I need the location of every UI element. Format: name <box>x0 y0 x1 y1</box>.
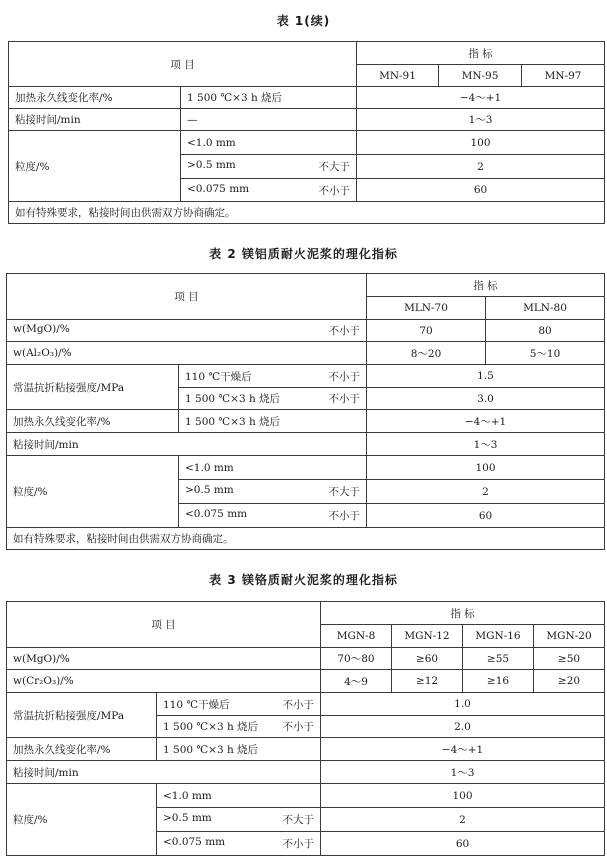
table1-grain-value-2: 2 <box>357 155 605 179</box>
table3-strength-cond-1-text: 110 ℃干燥后 <box>163 698 230 711</box>
table2-strength-cond-2-text: 1 500 ℃×3 h 烧后 <box>185 393 281 405</box>
table2-grain-size-2 <box>179 480 367 504</box>
table1-heat-value: −4～+1 <box>357 87 605 109</box>
table1-title: 表 1(续) <box>276 14 331 28</box>
table1-grain-size-3-text: <0.075 mm <box>187 182 250 195</box>
table3-item-header: 项 目 <box>7 602 321 648</box>
table3-indicator-header: 指 标 <box>321 602 605 625</box>
table1-col-mn95: MN-95 <box>439 65 522 87</box>
table2-grain-value-1: 100 <box>367 456 605 480</box>
table1-bond-label: 粘接时间/min <box>9 109 181 131</box>
table2-col-mln70: MLN-70 <box>367 297 486 320</box>
table3-bond-value: 1～3 <box>321 761 605 784</box>
table2-strength-limit-1: 不小于 <box>328 370 360 383</box>
table2-heat-condition: 1 500 ℃×3 h 烧后 <box>179 410 367 433</box>
table2-grain-value-3: 60 <box>367 504 605 528</box>
table3-grain-size-3 <box>157 832 321 856</box>
table2-al2o3-value-70: 8～20 <box>367 342 486 365</box>
table3-cr2o3-value-20: ≥20 <box>534 670 605 693</box>
table2-strength-value-2: 3.0 <box>367 388 605 410</box>
table2 <box>6 273 605 550</box>
table3-bond-label: 粘接时间/min <box>7 761 321 784</box>
table2-grain-size-2-text: >0.5 mm <box>185 484 234 496</box>
table1-grain-label: 粒度/% <box>9 131 181 202</box>
table3-strength-value-1: 1.0 <box>321 693 605 716</box>
table2-strength-cond-1-text: 110 ℃干燥后 <box>185 370 252 383</box>
table2-mgo-limit: 不小于 <box>328 325 360 337</box>
table3-grain-size-1: <1.0 mm <box>157 784 321 808</box>
table3-col-mgn16: MGN-16 <box>463 625 534 648</box>
table2-strength-cond-1 <box>179 365 367 388</box>
table2-bond-value: 1～3 <box>367 433 605 456</box>
table1-col-mn91: MN-91 <box>357 65 439 87</box>
table3-heat-value: −4～+1 <box>321 738 605 761</box>
table3-grain-limit-2: 不大于 <box>282 814 314 826</box>
table2-grain-size-3-text: <0.075 mm <box>185 508 248 520</box>
table3-strength-cond-1 <box>157 693 321 716</box>
table3-col-mgn12: MGN-12 <box>392 625 463 648</box>
table3-cr2o3-value-16: ≥16 <box>463 670 534 693</box>
table1-grain-size-1: <1.0 mm <box>181 131 357 155</box>
table2-grain-size-3 <box>179 504 367 528</box>
table2-mgo-value-80: 80 <box>486 320 605 342</box>
table1 <box>8 41 605 224</box>
table3-col-mgn20: MGN-20 <box>534 625 605 648</box>
table1-grain-size-2 <box>181 155 357 179</box>
table3-grain-size-2 <box>157 808 321 832</box>
table1-heat-label: 加热永久线变化率/% <box>9 87 181 109</box>
table3-heat-condition: 1 500 ℃×3 h 烧后 <box>157 738 321 761</box>
table2-grain-label: 粒度/% <box>7 456 179 528</box>
table2-strength-value-1: 1.5 <box>367 365 605 388</box>
table1-item-header: 项 目 <box>9 42 357 87</box>
table1-bond-condition: — <box>181 109 357 131</box>
table3-strength-limit-1: 不小于 <box>282 698 314 711</box>
table3-grain-value-1: 100 <box>321 784 605 808</box>
table3 <box>6 601 605 856</box>
table2-heat-value: −4～+1 <box>367 410 605 433</box>
table3-grain-label: 粒度/% <box>7 784 157 856</box>
table1-col-mn97: MN-97 <box>522 65 605 87</box>
table3-strength-limit-2: 不小于 <box>282 721 314 733</box>
table1-indicator-header: 指 标 <box>357 42 605 65</box>
table2-indicator-header: 指 标 <box>367 274 605 297</box>
table3-cr2o3-label: w(Cr₂O₃)/% <box>7 670 321 693</box>
table3-grain-value-2: 2 <box>321 808 605 832</box>
table3-cr2o3-value-8: 4～9 <box>321 670 392 693</box>
table3-grain-value-3: 60 <box>321 832 605 856</box>
table1-grain-limit-3: 不小于 <box>318 184 350 197</box>
table3-grain-size-2-text: >0.5 mm <box>163 812 212 824</box>
table2-mgo-value-70: 70 <box>367 320 486 342</box>
table3-mgo-label: w(MgO)/% <box>7 648 321 670</box>
table2-col-mln80: MLN-80 <box>486 297 605 320</box>
table2-item-header: 项 目 <box>7 274 367 320</box>
table2-bond-label: 粘接时间/min <box>7 433 367 456</box>
table1-grain-size-3 <box>181 179 357 202</box>
table1-grain-value-1: 100 <box>357 131 605 155</box>
table3-title: 表 3 镁铬质耐火泥浆的理化指标 <box>209 573 398 587</box>
table2-al2o3-value-80: 5～10 <box>486 342 605 365</box>
table3-strength-cond-2-text: 1 500 ℃×3 h 烧后 <box>163 721 259 733</box>
table1-heat-condition: 1 500 ℃×3 h 烧后 <box>181 87 357 109</box>
table1-grain-limit-2: 不大于 <box>318 161 350 173</box>
table3-mgo-value-20: ≥50 <box>534 648 605 670</box>
table3-mgo-value-8: 70～80 <box>321 648 392 670</box>
table2-grain-value-2: 2 <box>367 480 605 504</box>
table2-strength-label: 常温抗折粘接强度/MPa <box>7 365 179 410</box>
table1-note: 如有特殊要求，粘接时间由供需双方协商确定。 <box>9 202 605 224</box>
table3-grain-limit-3: 不小于 <box>282 838 314 850</box>
table3-strength-label: 常温抗折粘接强度/MPa <box>7 693 157 738</box>
table3-strength-value-2: 2.0 <box>321 716 605 738</box>
table2-mgo-row <box>7 320 367 342</box>
table2-heat-label: 加热永久线变化率/% <box>7 410 179 433</box>
table3-strength-cond-2 <box>157 716 321 738</box>
table2-al2o3-label: w(Al₂O₃)/% <box>7 342 367 365</box>
table3-col-mgn8: MGN-8 <box>321 625 392 648</box>
table3-mgo-value-12: ≥60 <box>392 648 463 670</box>
table2-title: 表 2 镁铝质耐火泥浆的理化指标 <box>209 247 398 261</box>
table2-grain-size-1: <1.0 mm <box>179 456 367 480</box>
table3-cr2o3-value-12: ≥12 <box>392 670 463 693</box>
table2-note: 如有特殊要求，粘接时间由供需双方协商确定。 <box>7 528 605 550</box>
table3-grain-size-3-text: <0.075 mm <box>163 836 226 848</box>
table2-mgo-label: w(MgO)/% <box>13 323 70 335</box>
table1-grain-value-3: 60 <box>357 179 605 202</box>
table2-grain-limit-2: 不大于 <box>328 486 360 498</box>
table2-grain-limit-3: 不小于 <box>328 510 360 522</box>
table3-mgo-value-16: ≥55 <box>463 648 534 670</box>
table1-bond-value: 1～3 <box>357 109 605 131</box>
table1-grain-size-2-text: >0.5 mm <box>187 159 236 171</box>
table3-heat-label: 加热永久线变化率/% <box>7 738 157 761</box>
table2-strength-limit-2: 不小于 <box>328 393 360 405</box>
table2-strength-cond-2 <box>179 388 367 410</box>
